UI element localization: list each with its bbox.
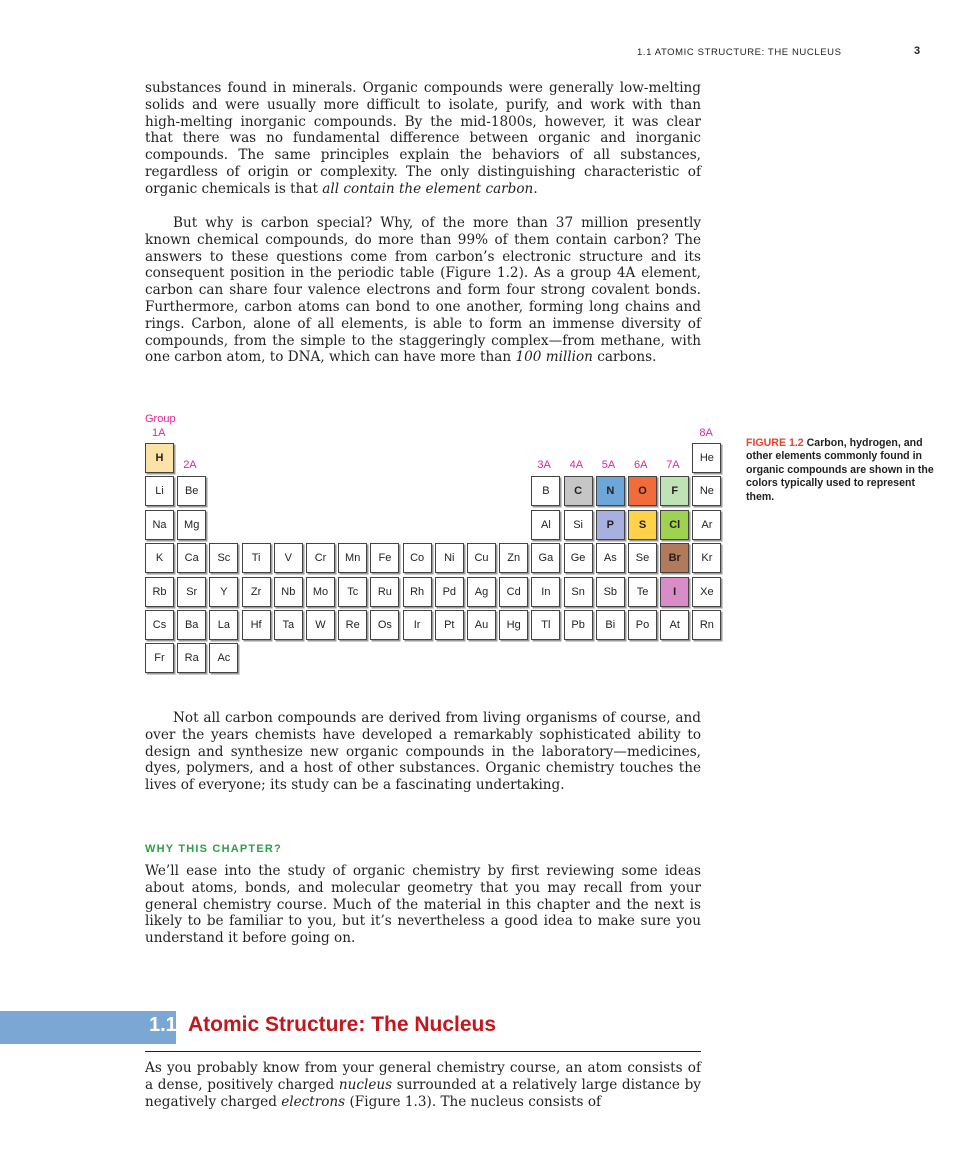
element-ir: Ir xyxy=(403,610,432,640)
element-w: W xyxy=(306,610,335,640)
paragraph-4-text-c: (Figure 1.3). The nucleus consists of xyxy=(345,1093,602,1110)
paragraph-1-text: substances found in minerals. Organic compounds were generally low-melting solids and were usually more difficult to isolate, purify, and work with than high-melting inorganic compounds. By the mid-1800s, however, it was clear that there was no fundamental difference between organic and inorganic compounds. The same principles explain the behaviors of all substances, regardless of origin or complexity. The only distinguishing characteristic of organic chemicals is that xyxy=(145,80,701,197)
element-as: As xyxy=(596,543,625,573)
element-se: Se xyxy=(628,543,657,573)
why-this-chapter-heading: WHY THIS CHAPTER? xyxy=(145,843,282,855)
element-hg: Hg xyxy=(499,610,528,640)
element-rn: Rn xyxy=(692,610,721,640)
paragraph-2 xyxy=(145,215,701,366)
element-te: Te xyxy=(628,577,657,607)
element-mo: Mo xyxy=(306,577,335,607)
element-in: In xyxy=(531,577,560,607)
paragraph-1 xyxy=(145,80,701,198)
group-label-2a: 2A xyxy=(183,459,197,471)
why-this-chapter-text: We’ll ease into the study of organic chemistry by first reviewing some ideas about atoms, bonds, and molecular geometry that you may recall from your general chemistry course. Much of the material in this chapter and the next is likely to be familiar to you, but it’s nevertheless a good idea to make sure you understand it before going on. xyxy=(145,863,701,947)
element-cd: Cd xyxy=(499,577,528,607)
element-pd: Pd xyxy=(435,577,464,607)
group-label-4a: 4A xyxy=(569,459,584,471)
element-sb: Sb xyxy=(596,577,625,607)
paragraph-4-text-b: surrounded at a relatively large distance by negatively charged xyxy=(145,1076,701,1110)
element-sr: Sr xyxy=(177,577,206,607)
element-y: Y xyxy=(209,577,238,607)
element-sn: Sn xyxy=(564,577,593,607)
element-si: Si xyxy=(564,510,593,540)
running-head: 1.1 ATOMIC STRUCTURE: THE NUCLEUS xyxy=(637,47,842,58)
element-li: Li xyxy=(145,476,174,506)
element-rb: Rb xyxy=(145,577,174,607)
element-fe: Fe xyxy=(370,543,399,573)
paragraph-3: Not all carbon compounds are derived from living organisms of course, and over the years chemists have developed a remarkably sophisticated ability to design and synthesize new organic compounds in the laboratory—medicines, dyes, polymers, and a host of other substances. Organic chemistry touches the lives of everyone; its study can be a fascinating undertaking. xyxy=(145,710,701,794)
element-h: H xyxy=(145,443,174,473)
element-c: C xyxy=(564,476,593,506)
element-na: Na xyxy=(145,510,174,540)
element-zr: Zr xyxy=(242,577,271,607)
element-be: Be xyxy=(177,476,206,506)
element-at: At xyxy=(660,610,689,640)
paragraph-2-emphasis: 100 million xyxy=(515,349,593,366)
element-re: Re xyxy=(338,610,367,640)
element-rh: Rh xyxy=(403,577,432,607)
element-br: Br xyxy=(660,543,689,573)
element-b: B xyxy=(531,476,560,506)
element-p: P xyxy=(596,510,625,540)
group-label-7a: 7A xyxy=(666,459,680,471)
section-number: 1.1 xyxy=(149,1014,177,1036)
paragraph-1-end: . xyxy=(533,180,538,197)
element-pt: Pt xyxy=(435,610,464,640)
element-v: V xyxy=(274,543,303,573)
element-ne: Ne xyxy=(692,476,721,506)
page-number: 3 xyxy=(914,45,921,57)
group-label-5a: 5A xyxy=(601,459,616,471)
element-xe: Xe xyxy=(692,577,721,607)
element-hf: Hf xyxy=(242,610,271,640)
element-he: He xyxy=(692,443,721,473)
section-rule xyxy=(145,1051,701,1052)
element-s: S xyxy=(628,510,657,540)
group-title: Group xyxy=(145,413,176,425)
group-label-3a: 3A xyxy=(537,459,551,471)
element-au: Au xyxy=(467,610,496,640)
element-mg: Mg xyxy=(177,510,206,540)
element-ti: Ti xyxy=(242,543,271,573)
element-ga: Ga xyxy=(531,543,560,573)
paragraph-4-text-a: As you probably know from your general chemistry course, an atom consists of a dense, positively charged xyxy=(145,1060,701,1093)
paragraph-2-end: carbons. xyxy=(592,349,657,366)
element-sc: Sc xyxy=(209,543,238,573)
element-cr: Cr xyxy=(306,543,335,573)
element-tc: Tc xyxy=(338,577,367,607)
element-ca: Ca xyxy=(177,543,206,573)
group-label-1a: 1A xyxy=(152,427,166,439)
paragraph-4 xyxy=(145,1060,701,1110)
group-label-6a: 6A xyxy=(634,459,648,471)
element-cl: Cl xyxy=(660,510,689,540)
element-k: K xyxy=(145,543,174,573)
element-bi: Bi xyxy=(596,610,625,640)
figure-caption xyxy=(746,437,936,504)
element-pb: Pb xyxy=(564,610,593,640)
element-i: I xyxy=(660,577,689,607)
element-mn: Mn xyxy=(338,543,367,573)
element-kr: Kr xyxy=(692,543,721,573)
element-ac: Ac xyxy=(209,643,238,673)
figure-label: FIGURE 1.2 xyxy=(746,437,804,449)
element-ni: Ni xyxy=(435,543,464,573)
element-al: Al xyxy=(531,510,560,540)
element-fr: Fr xyxy=(145,643,174,673)
element-os: Os xyxy=(370,610,399,640)
element-o: O xyxy=(628,476,657,506)
element-ar: Ar xyxy=(692,510,721,540)
element-cs: Cs xyxy=(145,610,174,640)
periodic-table xyxy=(145,413,725,683)
element-tl: Tl xyxy=(531,610,560,640)
element-co: Co xyxy=(403,543,432,573)
element-ag: Ag xyxy=(467,577,496,607)
element-cu: Cu xyxy=(467,543,496,573)
element-ge: Ge xyxy=(564,543,593,573)
element-f: F xyxy=(660,476,689,506)
paragraph-2-text: But why is carbon special? Why, of the more than 37 million presently known chemical compounds, do more than 99% of them contain carbon? The answers to these questions come from carbon’s electronic structure and its consequent position in the periodic table (Figure 1.2). As a group 4A element, carbon can share four valence electrons and form four strong covalent bonds. Furthermore, carbon atoms can bond to one another, forming long chains and rings. Carbon, alone of all elements, is able to form an immense diversity of compounds, from the simple to the staggeringly complex—from methane, with one carbon atom, to DNA, which can have more than xyxy=(145,215,701,366)
element-ta: Ta xyxy=(274,610,303,640)
element-n: N xyxy=(596,476,625,506)
section-title: Atomic Structure: The Nucleus xyxy=(188,1013,497,1036)
element-ba: Ba xyxy=(177,610,206,640)
figure-caption-text: Carbon, hydrogen, and other elements commonly found in organic compounds are shown in the colors typically used to represent them. xyxy=(746,437,934,503)
group-label-8a: 8A xyxy=(699,427,713,439)
element-la: La xyxy=(209,610,238,640)
element-ra: Ra xyxy=(177,643,206,673)
element-ru: Ru xyxy=(370,577,399,607)
paragraph-1-emphasis: all contain the element carbon xyxy=(322,180,534,197)
element-po: Po xyxy=(628,610,657,640)
element-zn: Zn xyxy=(499,543,528,573)
paragraph-4-nucleus: nucleus xyxy=(338,1076,393,1093)
element-nb: Nb xyxy=(274,577,303,607)
paragraph-4-electrons: electrons xyxy=(281,1093,346,1110)
